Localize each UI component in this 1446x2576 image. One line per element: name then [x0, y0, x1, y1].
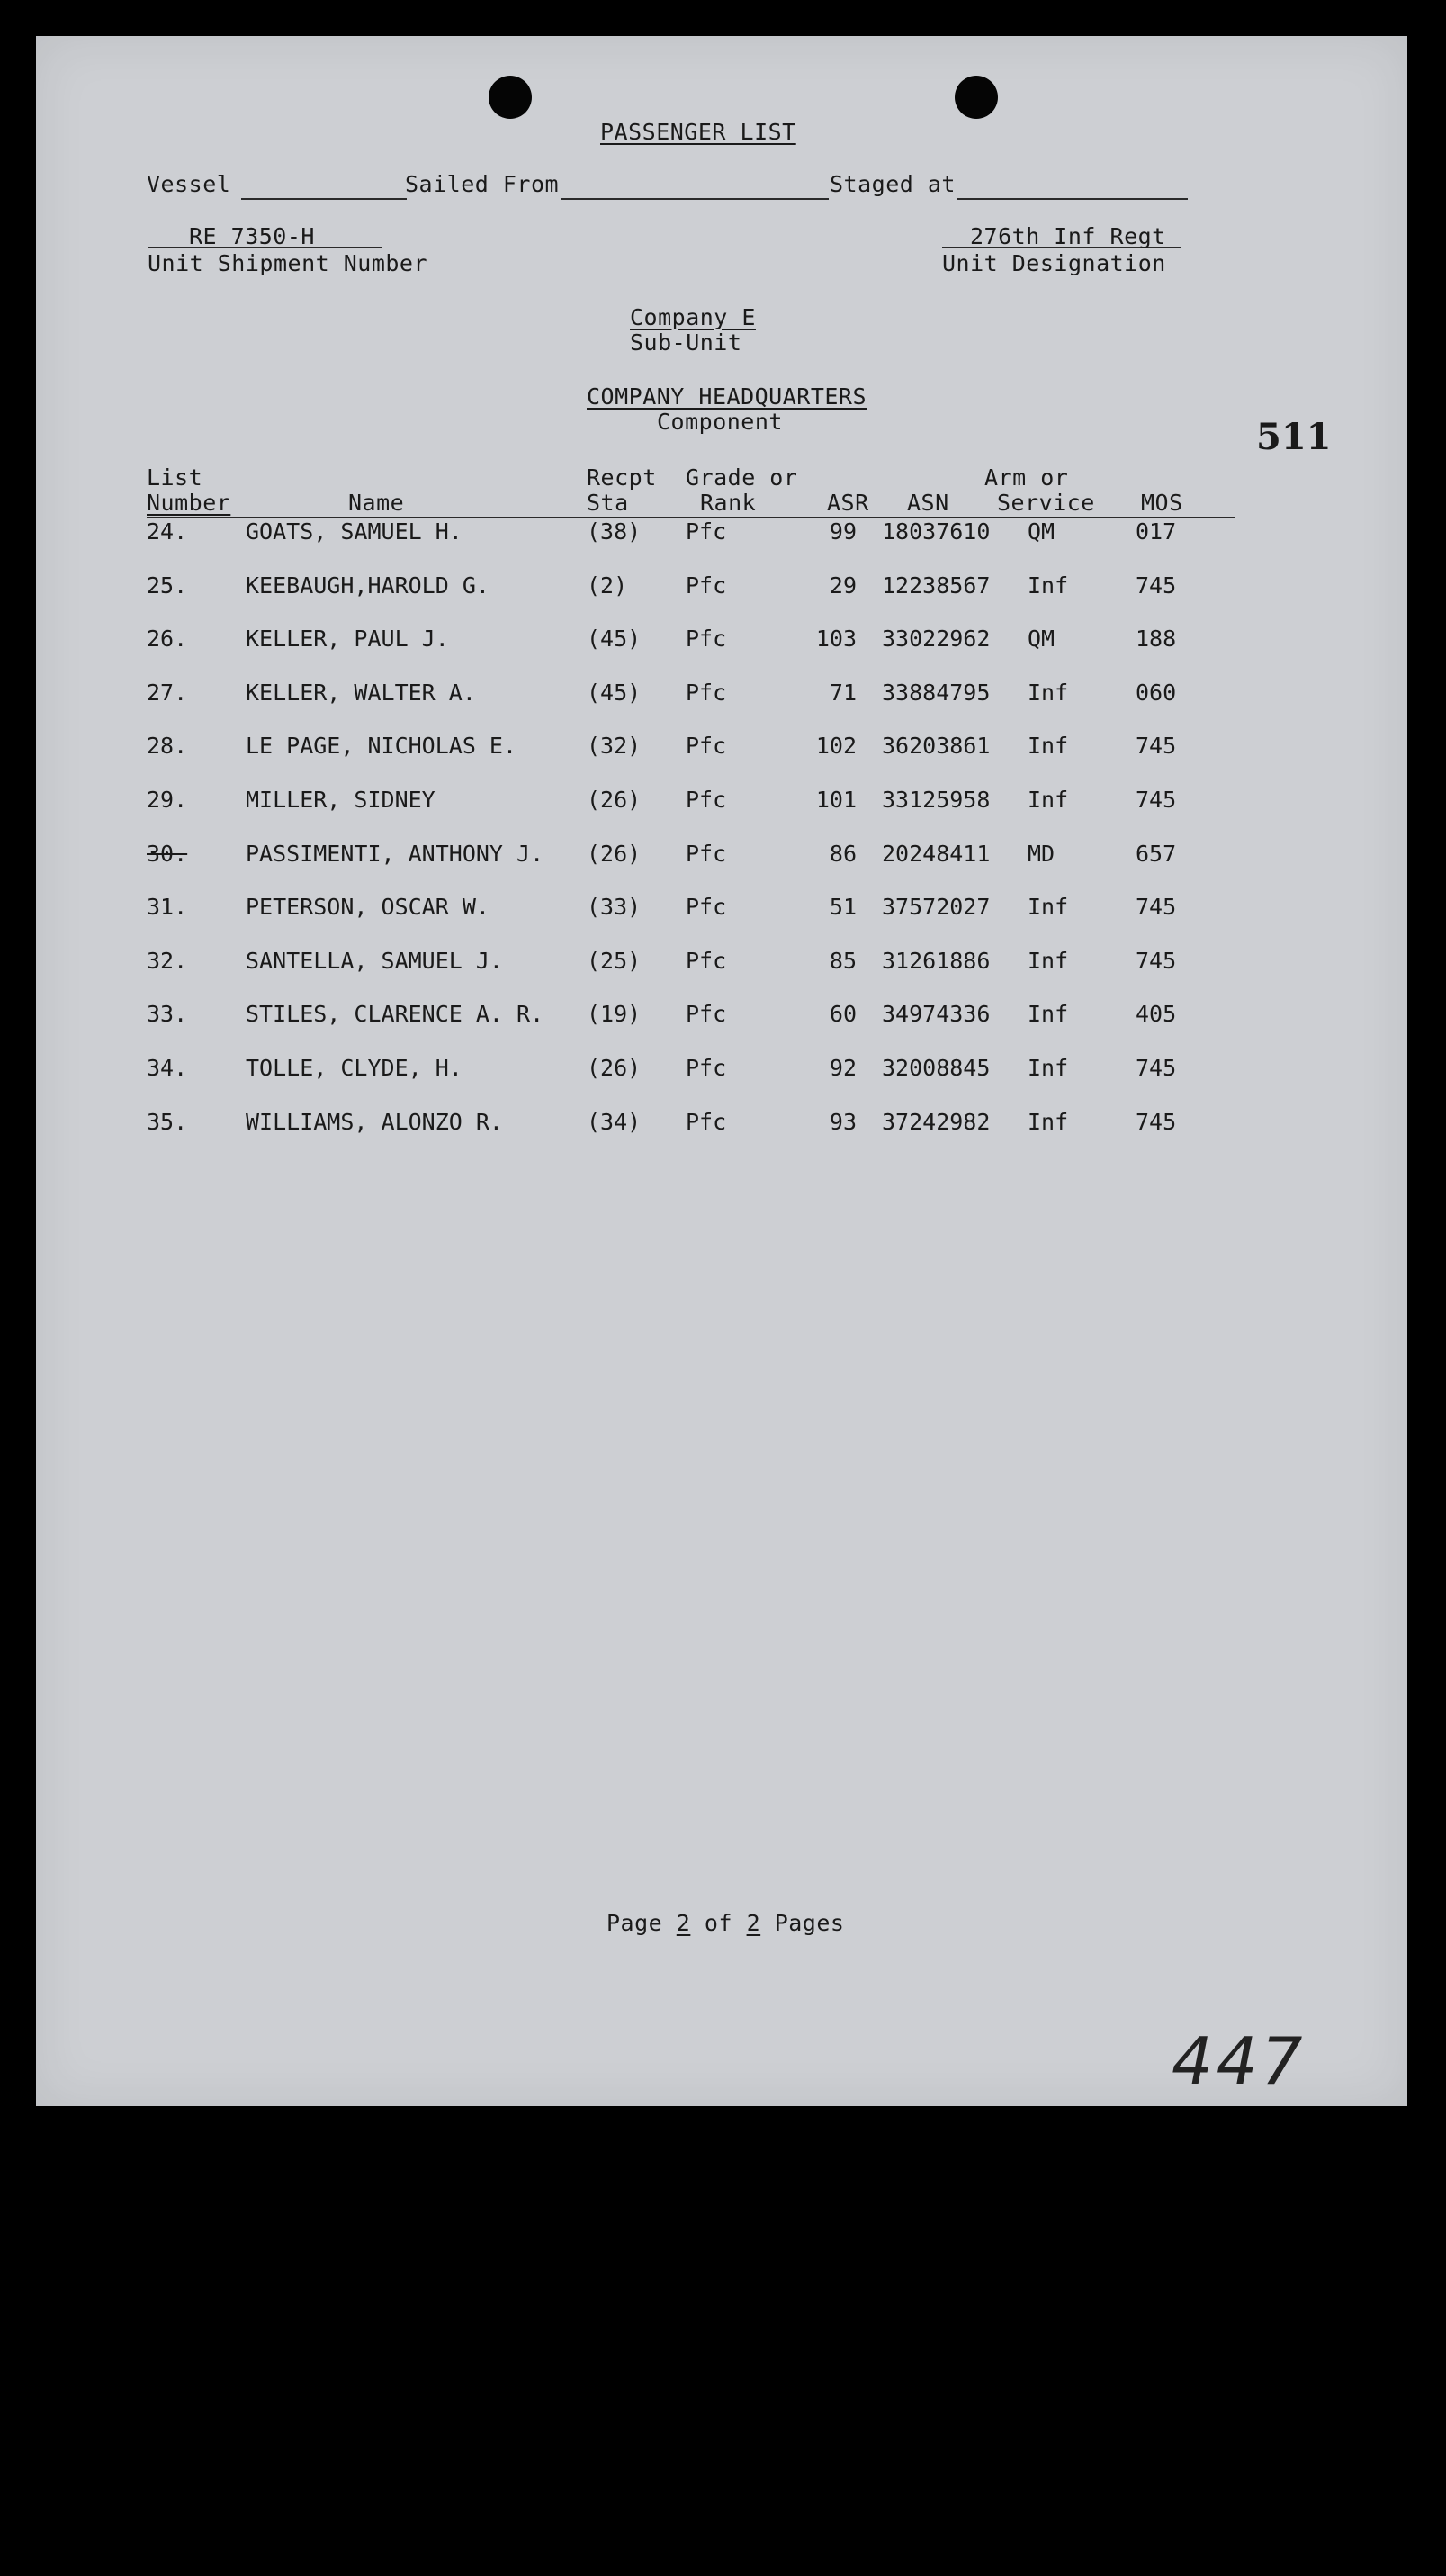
row-grade: Pfc: [686, 626, 727, 653]
row-recpt-sta: (33): [587, 894, 642, 921]
row-asn: 37242982: [882, 1108, 991, 1135]
row-mos: 745: [1136, 572, 1177, 599]
row-name: KELLER, WALTER A.: [246, 679, 476, 706]
row-arm: MD: [1028, 840, 1055, 867]
page-footer: [606, 1910, 844, 1936]
row-name: KELLER, PAUL J.: [246, 626, 449, 653]
table-row: [36, 733, 1407, 769]
table-row: [36, 894, 1407, 930]
row-mos: 745: [1136, 947, 1177, 974]
table-row: [36, 626, 1407, 662]
staged-at-blank: [957, 198, 1188, 200]
row-list-number: 31.: [147, 894, 188, 921]
sailed-from-label: Sailed From: [405, 171, 560, 197]
component-label: Component: [657, 409, 783, 435]
row-asr: 93: [829, 1108, 857, 1135]
row-recpt-sta: (25): [587, 947, 642, 974]
table-row: [36, 787, 1407, 823]
row-arm: Inf: [1028, 1055, 1069, 1081]
table-row: [36, 948, 1407, 984]
row-asn: 33022962: [882, 626, 991, 653]
stamped-page-number: 511: [1256, 416, 1332, 458]
row-name: LE PAGE, NICHOLAS E.: [246, 733, 517, 760]
row-name: TOLLE, CLYDE, H.: [246, 1055, 463, 1081]
row-grade: Pfc: [686, 1055, 727, 1081]
row-asn: 32008845: [882, 1055, 991, 1081]
row-recpt-sta: (45): [587, 679, 642, 706]
row-recpt-sta: (38): [587, 518, 642, 545]
punch-hole: [489, 76, 532, 119]
col-recpt-1: Recpt: [587, 464, 657, 491]
row-recpt-sta: (26): [587, 787, 642, 813]
row-grade: Pfc: [686, 840, 727, 867]
unit-shipment-label: Unit Shipment Number: [148, 250, 428, 276]
header-rule: [147, 517, 1235, 518]
row-mos: 188: [1136, 626, 1177, 653]
row-arm: QM: [1028, 518, 1055, 545]
row-grade: Pfc: [686, 679, 727, 706]
row-arm: Inf: [1028, 1001, 1069, 1028]
row-recpt-sta: (26): [587, 840, 642, 867]
row-asr: 103: [815, 626, 857, 653]
sub-unit-value: Company E: [630, 304, 756, 330]
row-recpt-sta: (26): [587, 1055, 642, 1081]
row-mos: 745: [1136, 1108, 1177, 1135]
row-asn: 33125958: [882, 787, 991, 813]
table-row: [36, 1055, 1407, 1091]
row-recpt-sta: (19): [587, 1001, 642, 1028]
row-name: WILLIAMS, ALONZO R.: [246, 1108, 503, 1135]
row-name: MILLER, SIDNEY: [246, 787, 436, 813]
row-asr: 85: [829, 947, 857, 974]
row-name: KEEBAUGH,HAROLD G.: [246, 572, 489, 599]
unit-shipment-value: RE 7350-H: [189, 223, 315, 249]
row-name: GOATS, SAMUEL H.: [246, 518, 463, 545]
handwritten-number: 447: [1172, 2023, 1307, 2099]
page-title: PASSENGER LIST: [600, 119, 796, 145]
row-asr: 29: [829, 572, 857, 599]
row-list-number: 28.: [147, 733, 188, 760]
vessel-label: Vessel: [147, 171, 231, 197]
row-asr: 101: [815, 787, 857, 813]
row-asn: 18037610: [882, 518, 991, 545]
row-arm: Inf: [1028, 1108, 1069, 1135]
row-grade: Pfc: [686, 518, 727, 545]
col-list-number-1: List: [147, 464, 203, 491]
row-name: PASSIMENTI, ANTHONY J.: [246, 840, 544, 867]
row-mos: 745: [1136, 733, 1177, 760]
staged-at-label: Staged at: [830, 171, 956, 197]
row-list-number: 24.: [147, 518, 188, 545]
table-row: [36, 572, 1407, 608]
row-arm: Inf: [1028, 733, 1069, 760]
row-name: STILES, CLARENCE A. R.: [246, 1001, 544, 1028]
col-mos: MOS: [1141, 490, 1183, 516]
row-asn: 36203861: [882, 733, 991, 760]
col-asr: ASR: [827, 490, 869, 516]
punch-hole: [955, 76, 998, 119]
row-list-number: 26.: [147, 626, 188, 653]
row-asr: 51: [829, 894, 857, 921]
row-asr: 102: [815, 733, 857, 760]
row-mos: 745: [1136, 894, 1177, 921]
table-row: [36, 1109, 1407, 1145]
row-asn: 31261886: [882, 947, 991, 974]
col-name: Name: [348, 490, 405, 516]
row-arm: Inf: [1028, 894, 1069, 921]
col-list-number-2: Number: [147, 490, 231, 516]
unit-designation-label: Unit Designation: [942, 250, 1166, 276]
component-value: COMPANY HEADQUARTERS: [587, 383, 867, 410]
row-name: SANTELLA, SAMUEL J.: [246, 947, 503, 974]
row-asn: 34974336: [882, 1001, 991, 1028]
row-grade: Pfc: [686, 894, 727, 921]
row-arm: Inf: [1028, 572, 1069, 599]
row-asr: 92: [829, 1055, 857, 1081]
col-arm-2: Service: [997, 490, 1095, 516]
table-row: [36, 680, 1407, 716]
row-mos: 745: [1136, 787, 1177, 813]
row-grade: Pfc: [686, 787, 727, 813]
col-recpt-2: Sta: [587, 490, 629, 516]
row-mos: 060: [1136, 679, 1177, 706]
page-total: 2: [746, 1910, 761, 1936]
row-grade: Pfc: [686, 1108, 727, 1135]
row-mos: 017: [1136, 518, 1177, 545]
sailed-from-blank: [561, 198, 829, 200]
page-number: 2: [676, 1910, 691, 1936]
row-asn: 20248411: [882, 840, 991, 867]
row-asr: 99: [829, 518, 857, 545]
row-asn: 33884795: [882, 679, 991, 706]
row-list-number: 29.: [147, 787, 188, 813]
vessel-blank: [241, 198, 407, 200]
row-recpt-sta: (32): [587, 733, 642, 760]
row-grade: Pfc: [686, 733, 727, 760]
row-list-number: 30.: [147, 840, 188, 867]
row-recpt-sta: (45): [587, 626, 642, 653]
row-asr: 86: [829, 840, 857, 867]
row-arm: Inf: [1028, 679, 1069, 706]
table-row: [36, 1001, 1407, 1037]
row-asr: 71: [829, 679, 857, 706]
table-row: [36, 841, 1407, 877]
sub-unit-label: Sub-Unit: [630, 329, 742, 356]
row-arm: Inf: [1028, 947, 1069, 974]
document-page: [36, 36, 1407, 2106]
col-grade-2: Rank: [700, 490, 757, 516]
col-asn: ASN: [907, 490, 949, 516]
row-list-number: 34.: [147, 1055, 188, 1081]
row-asn: 37572027: [882, 894, 991, 921]
row-grade: Pfc: [686, 947, 727, 974]
row-grade: Pfc: [686, 572, 727, 599]
row-list-number: 33.: [147, 1001, 188, 1028]
row-list-number: 27.: [147, 679, 188, 706]
pages-word: Pages: [774, 1910, 845, 1936]
col-arm-1: Arm or: [984, 464, 1069, 491]
row-list-number: 25.: [147, 572, 188, 599]
page-word: Page: [606, 1910, 663, 1936]
table-row: [36, 518, 1407, 554]
of-word: of: [704, 1910, 733, 1936]
unit-designation-value: 276th Inf Regt: [970, 223, 1166, 249]
row-arm: Inf: [1028, 787, 1069, 813]
row-mos: 657: [1136, 840, 1177, 867]
col-grade-1: Grade or: [686, 464, 798, 491]
row-list-number: 35.: [147, 1108, 188, 1135]
row-mos: 405: [1136, 1001, 1177, 1028]
row-name: PETERSON, OSCAR W.: [246, 894, 489, 921]
row-grade: Pfc: [686, 1001, 727, 1028]
row-arm: QM: [1028, 626, 1055, 653]
row-asn: 12238567: [882, 572, 991, 599]
row-recpt-sta: (2): [587, 572, 628, 599]
row-mos: 745: [1136, 1055, 1177, 1081]
row-list-number: 32.: [147, 947, 188, 974]
row-asr: 60: [829, 1001, 857, 1028]
row-recpt-sta: (34): [587, 1108, 642, 1135]
